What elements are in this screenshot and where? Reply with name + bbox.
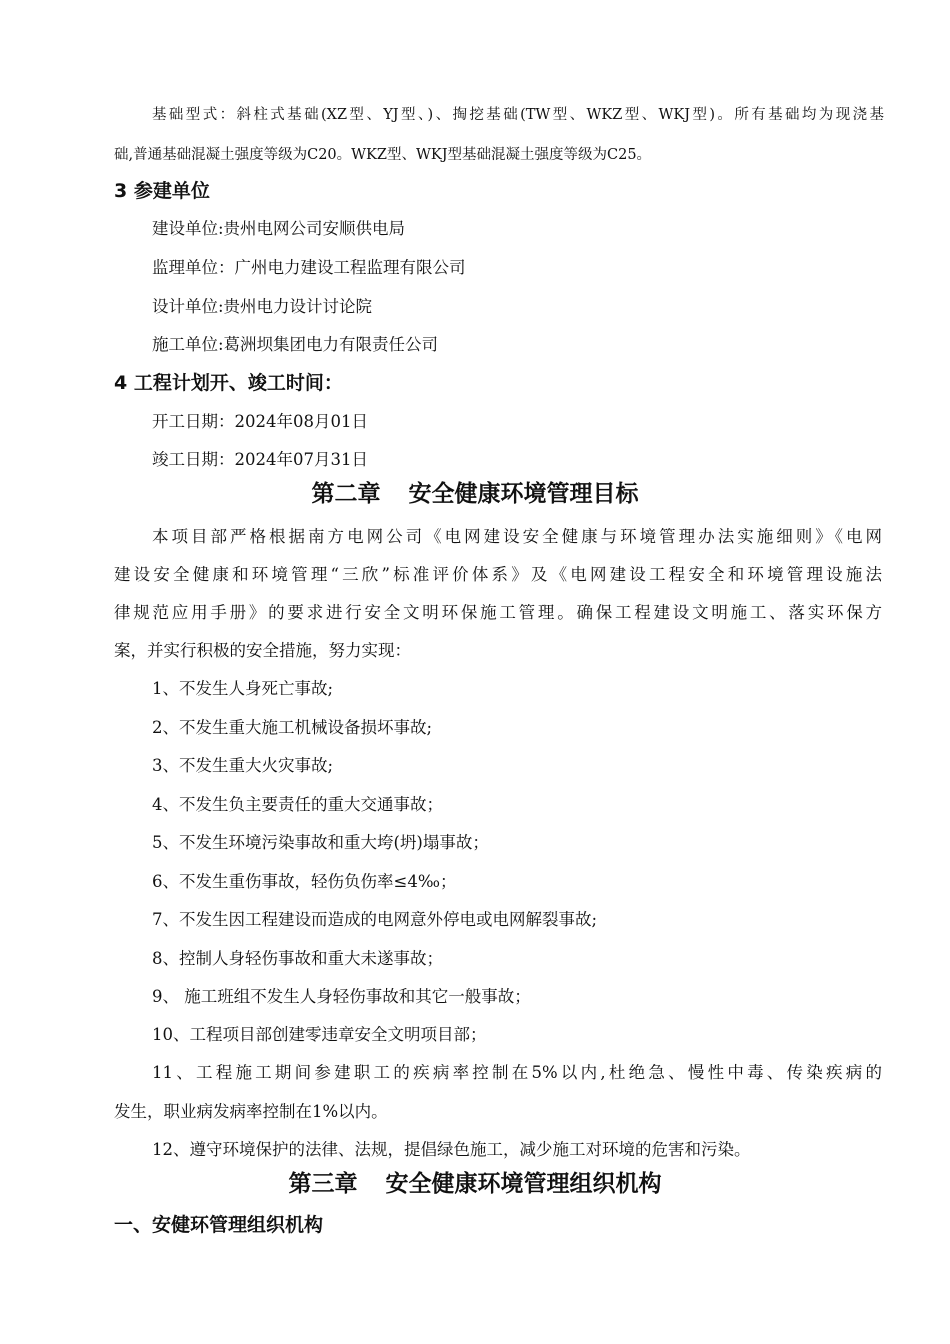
goal-item-continuation: 发生，职业病发病率控制在1%以内。 [114, 1102, 388, 1121]
goal-item: 9、 施工班组不发生人身轻伤事故和其它一般事故； [152, 987, 531, 1006]
goal-item: 10、工程项目部创建零违章安全文明项目部； [152, 1025, 487, 1044]
goal-item: 4、不发生负主要责任的重大交通事故； [152, 795, 443, 814]
participant-builder-unit: 施工单位:葛洲坝集团电力有限责任公司 [152, 335, 439, 354]
chapter-3-number: 第三章 [288, 1171, 358, 1197]
goal-item: 6、不发生重伤事故，轻伤负伤率≤4‰； [152, 872, 457, 891]
goal-item: 8、控制人身轻伤事故和重大未遂事故； [152, 949, 443, 968]
end-date: 竣工日期：2024年07月31日 [152, 450, 368, 469]
start-date: 开工日期：2024年08月01日 [152, 412, 368, 431]
section-3-heading: 3 参建单位 [114, 180, 210, 202]
chapter-2-intro-line-4: 案，并实行积极的安全措施，努力实现： [114, 641, 411, 660]
chapter-3-subheading: 一、安健环管理组织机构 [114, 1214, 324, 1236]
chapter-2-intro-line-1: 本项目部严格根据南方电网公司《电网建设安全健康与环境管理办法实施细则》《电网 [152, 527, 882, 546]
section-4-heading: 4 工程计划开、竣工时间： [114, 372, 343, 394]
participant-supervision-unit: 监理单位：广州电力建设工程监理有限公司 [152, 258, 466, 277]
participant-construction-unit: 建设单位:贵州电网公司安顺供电局 [152, 219, 406, 238]
chapter-2-heading: 安全健康环境管理目标 [408, 481, 639, 507]
chapter-2-number: 第二章 [311, 481, 381, 507]
foundation-line-2: 础,普通基础混凝土强度等级为C20。WKZ型、WKJ型基础混凝土强度等级为C25。 [114, 147, 652, 163]
goal-item: 3、不发生重大火灾事故; [152, 756, 334, 775]
chapter-2-intro-line-3: 律规范应用手册》的要求进行安全文明环保施工管理。确保工程建设文明施工、落实环保方 [114, 603, 882, 622]
chapter-3-heading: 安全健康环境管理组织机构 [385, 1171, 662, 1197]
goal-item: 2、不发生重大施工机械设备损坏事故; [152, 718, 433, 737]
chapter-3-title [0, 1173, 950, 1195]
goal-item: 7、不发生因工程建设而造成的电网意外停电或电网解裂事故; [152, 910, 598, 929]
goal-item: 5、不发生环境污染事故和重大垮(坍)塌事故； [152, 833, 489, 852]
foundation-line-1: 基础型式：斜柱式基础(XZ型、YJ型、)、掏挖基础(TW型、WKZ型、WKJ型)。所有基础均为现浇基 [152, 107, 884, 123]
participant-design-unit: 设计单位:贵州电力设计讨论院 [152, 297, 373, 316]
goal-item: 1、不发生人身死亡事故; [152, 679, 334, 698]
goal-item: 12、遵守环境保护的法律、法规，提倡绿色施工，减少施工对环境的危害和污染。 [152, 1140, 751, 1159]
chapter-2-title [0, 483, 950, 505]
goal-item: 11、工程施工期间参建职工的疾病率控制在5%以内,杜绝急、慢性中毒、传染疾病的 [152, 1063, 882, 1082]
chapter-2-intro-line-2: 建设安全健康和环境管理“三欣”标准评价体系》及《电网建设工程安全和环境管理设施法 [114, 565, 882, 584]
